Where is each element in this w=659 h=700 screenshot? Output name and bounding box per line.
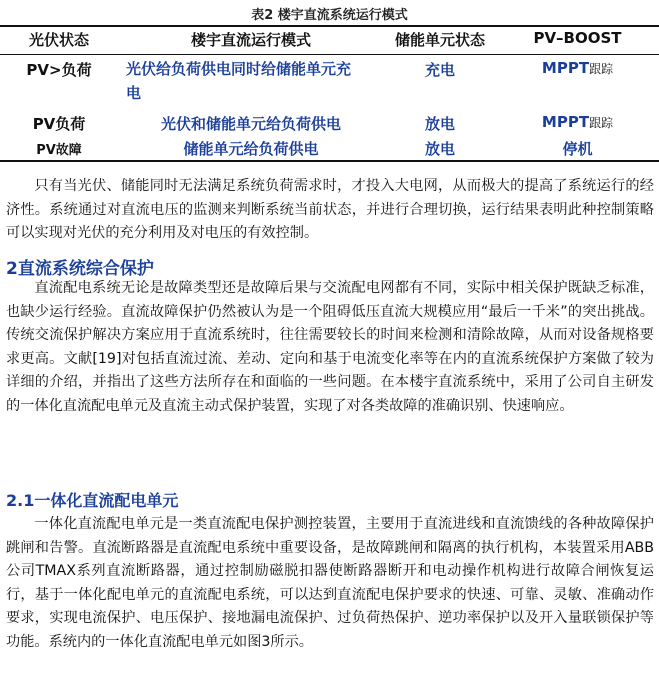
- table-header-pv-state: 光伏状态: [28, 31, 89, 49]
- table-header-rule: [0, 54, 659, 55]
- section-2-body: [6, 277, 654, 418]
- table-cell-mode: 光伏给负荷供电同时给储能单元充电: [126, 60, 352, 102]
- section-2-1-body: [6, 513, 654, 654]
- paragraph-text: 一体化直流配电单元是一类直流配电保护测控装置，主要用于直流进线和直流馈线的各种故障保护跳闸和告警。直流断路器是直流配电系统中重要设备，是故障跳闸和隔离的执行机构，本装置采用ABB公司TMAX系列直流断路器，通过控制励磁脱扣器使断路器断开和电动操作机构进行故障合闸恢复运行，基于一体化配电单元的直流配电系统，可以达到直流配电保护要求的快速、可靠、灵敏、准确动作要求，实现电流保护、电压保护、接地漏电流保护、过负荷热保护、逆功率保护以及开入量联锁保护等功能。系统内的一体化直流配电单元如图3所示。: [6, 516, 654, 650]
- paragraph-text: 只有当光伏、储能同时无法满足系统负荷需求时，才投入大电网，从而极大的提高了系统运行的经济性。系统通过对直流电压的监测来判断系统当前状态，并进行合理切换，运行结果表明此种控制策略可以实现对光伏的充分利用及对电压的有效控制。: [6, 178, 654, 241]
- table-cell-pv-boost: [496, 59, 659, 77]
- table-cell-pv-boost: [496, 138, 659, 159]
- table-cell-mode: 储能单元给负荷供电: [183, 140, 319, 158]
- boost-value: 停机: [562, 140, 593, 158]
- table-cell-pv-state: PV故障: [36, 143, 82, 158]
- paragraph-intro: [6, 175, 654, 246]
- table-cell-storage-state: 充电: [424, 61, 455, 79]
- boost-suffix: 跟踪: [589, 116, 614, 130]
- table-top-rule: [0, 25, 659, 27]
- table-caption: 表2 楼宇直流系统运行模式: [251, 8, 408, 23]
- subsection-heading: 2.1一体化直流配电单元: [6, 491, 179, 510]
- table-cell-storage-state: 放电: [424, 140, 455, 158]
- table-bottom-rule: [0, 160, 659, 162]
- table-cell-mode: 光伏和储能单元给负荷供电: [160, 115, 341, 133]
- table-cell-pv-state: PV>负荷: [26, 61, 92, 79]
- table-header-mode: 楼宇直流运行模式: [190, 31, 311, 49]
- table-header-storage-state: 储能单元状态: [394, 31, 485, 49]
- table-header-pv-boost: PV–BOOST: [533, 29, 622, 47]
- boost-value: MPPT: [541, 113, 590, 131]
- boost-suffix: 跟踪: [589, 62, 614, 76]
- paragraph-text: 直流配电系统无论是故障类型还是故障后果与交流配电网都有不同，实际中相关保护既缺乏标准，也缺少运行经验。直流故障保护仍然被认为是一个阻碍低压直流大规模应用“最后一千米”的突出挑战。传统交流保护解决方案应用于直流系统时，往往需要较长的时间来检测和清除故障，从而对设备规格要求更高。文献[19]对包括直流过流、差动、定向和基于电流变化率等在内的直流系统保护方案做了较为详细的介绍，并指出了这些方法所存在和面临的一些问题。在本楼宇直流系统中，采用了公司自主研发的一体化直流配电单元及直流主动式保护装置，实现了对各类故障的准确识别、快速响应。: [6, 280, 654, 414]
- table-cell-pv-state: PV负荷: [32, 115, 86, 133]
- table-cell-storage-state: 放电: [424, 115, 455, 133]
- table-cell-pv-boost: [496, 113, 659, 131]
- section-heading: 2直流系统综合保护: [6, 259, 154, 279]
- boost-value: MPPT: [541, 59, 590, 77]
